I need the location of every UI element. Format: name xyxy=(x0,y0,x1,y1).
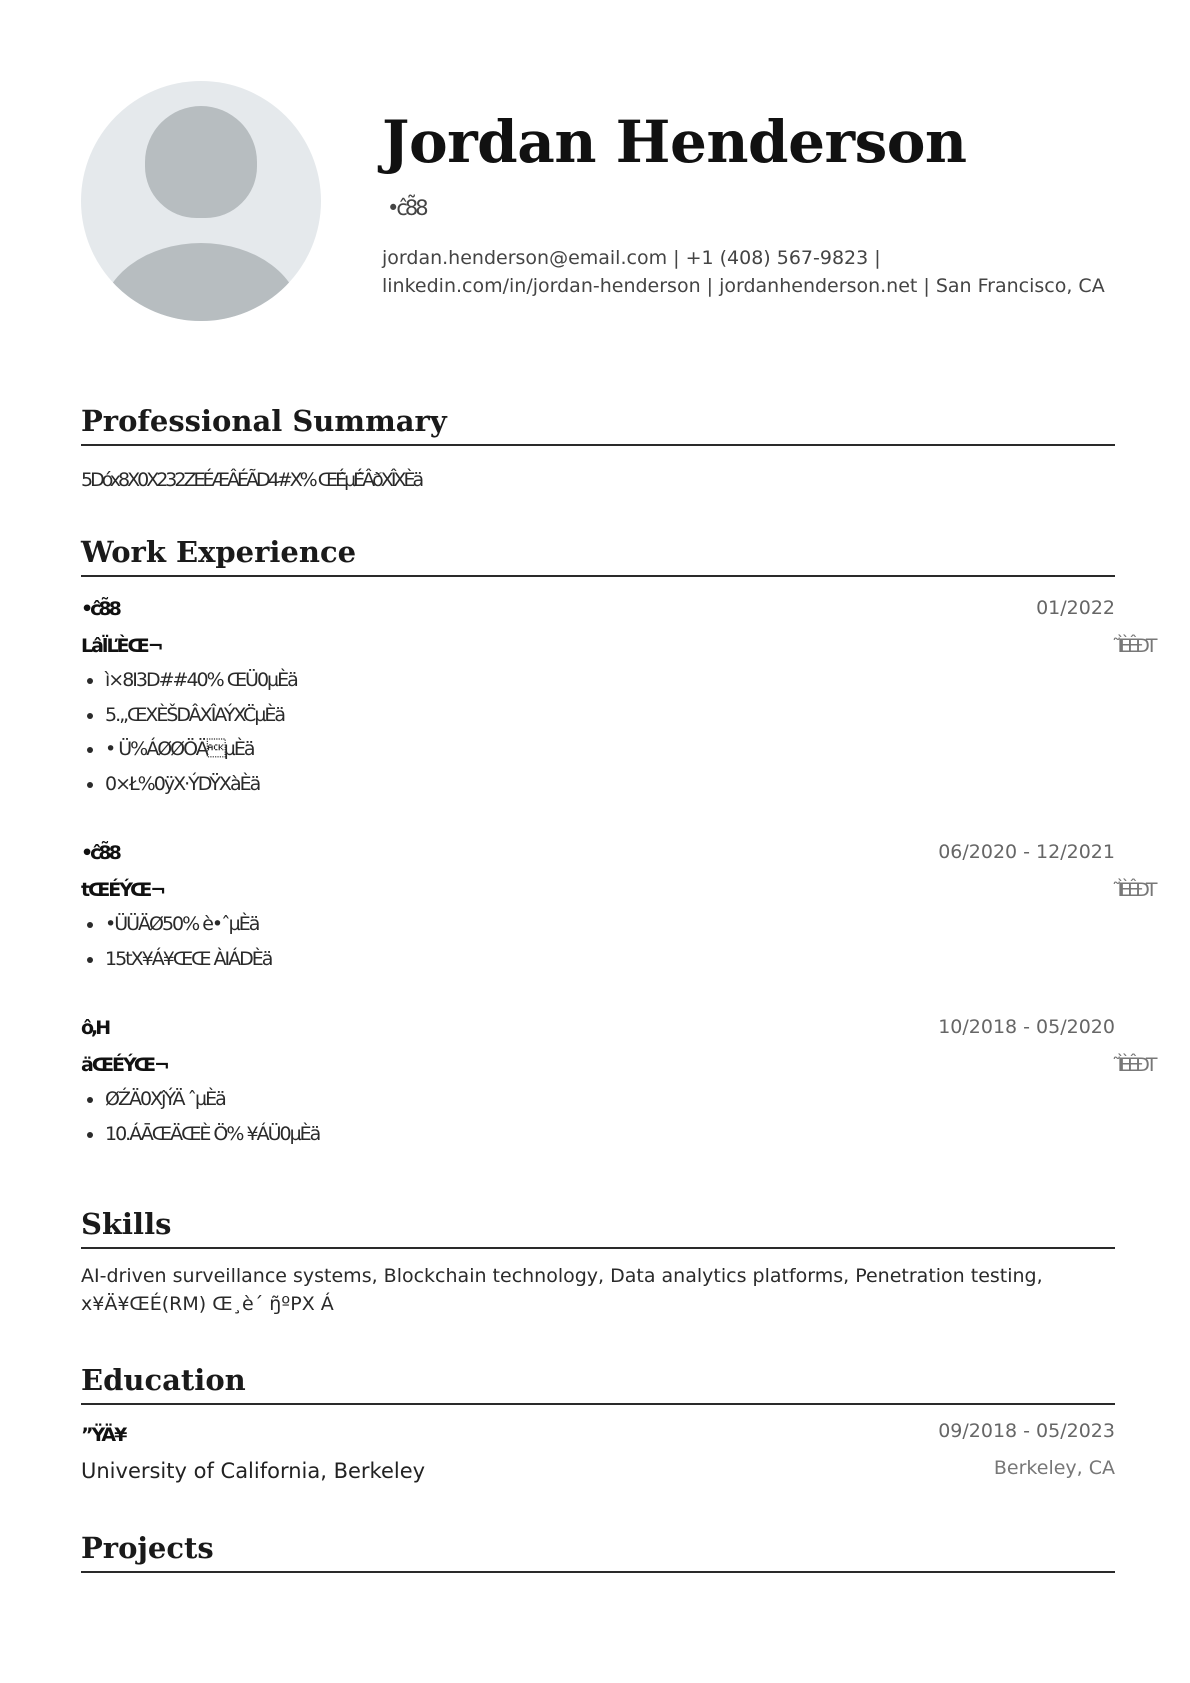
candidate-headline: •ĉ8̃8 xyxy=(387,196,426,220)
job-date: 06/2020 - 12/2021 xyxy=(938,841,1115,863)
job-location: ˜ÌÈÊÐT xyxy=(1112,879,1154,901)
contact-info xyxy=(382,244,1142,300)
job-title: •ĉ8̃8 xyxy=(81,598,119,620)
job-location: ˜ÌÈÊÐT xyxy=(1112,635,1154,657)
contact-line-2: linkedin.com/in/jordan-henderson | jordanhenderson.net | San Francisco, CA xyxy=(382,275,1105,297)
job-title: ô,H xyxy=(81,1017,109,1039)
job-bullet: • ØŹÄ0XĵÝÄ ˆµÈä xyxy=(105,1082,319,1117)
job-location: ˜ÌÈÊÐT xyxy=(1112,1054,1154,1076)
avatar-body-shape xyxy=(101,243,301,321)
candidate-name: Jordan Henderson xyxy=(382,108,967,176)
summary-text: 5Dóx8X0X232ZEÉÆÂÉÃD4#X% ŒÉ̂µÉ̂ÂðXÎXÈä xyxy=(81,469,422,491)
skills-text: AI-driven surveillance systems, Blockchain technology, Data analytics platforms, Penetration testing, x¥Ä¥ŒÉ(RM) Œ¸è´ ŋ̃ºPX Á xyxy=(81,1265,1043,1315)
avatar xyxy=(81,81,321,321)
section-title-summary: Professional Summary xyxy=(81,404,1115,446)
job-company: tŒÉÝŒ¬ xyxy=(81,879,165,901)
contact-line-1: jordan.henderson@email.com | +1 (408) 567-9823 | xyxy=(382,247,881,269)
job-date: 01/2022 xyxy=(1036,597,1115,619)
job-bullet: • 10.ÁĀŒÄŒÈ Ö% ¥ÁÜ0µÈä xyxy=(105,1117,319,1152)
job-bullet: • 15tX¥Á¥ŒŒ ÀIÁDÈä xyxy=(105,942,271,977)
section-title-skills: Skills xyxy=(81,1207,1115,1249)
job-bullet: • ì×8I3D##40% ŒÜ0µÈä xyxy=(105,663,297,698)
avatar-head-shape xyxy=(145,106,257,218)
job-bullet: • •ÜÜÄØ50% è•ˆµÈä xyxy=(105,907,271,942)
job-bullets xyxy=(81,663,297,801)
job-bullet: • 5.„ŒXÈŠDÂXÎAÝXC̈µÈä xyxy=(105,698,297,733)
job-bullet: • 0×Ł%0ÿX·ÝDŸXàÈä xyxy=(105,767,297,802)
education-location: Berkeley, CA xyxy=(993,1457,1115,1479)
job-company: äŒÉÝŒ¬ xyxy=(81,1054,168,1076)
job-company: Lâl̈ĽÈŒ¬ xyxy=(81,635,162,657)
job-title: •ĉ8̃8 xyxy=(81,842,119,864)
section-title-experience: Work Experience xyxy=(81,535,1115,577)
education-date: 09/2018 - 05/2023 xyxy=(938,1420,1115,1442)
section-title-education: Education xyxy=(81,1363,1115,1405)
job-date: 10/2018 - 05/2020 xyxy=(938,1016,1115,1038)
education-degree: ”ŸÄ¥ xyxy=(81,1424,126,1446)
job-bullets xyxy=(81,1082,319,1151)
job-bullets xyxy=(81,907,271,976)
section-title-projects: Projects xyxy=(81,1531,1115,1573)
job-bullet: • • Ü%ÁØØÖÄµÈä xyxy=(105,732,297,767)
education-school: University of California, Berkeley xyxy=(81,1459,426,1483)
